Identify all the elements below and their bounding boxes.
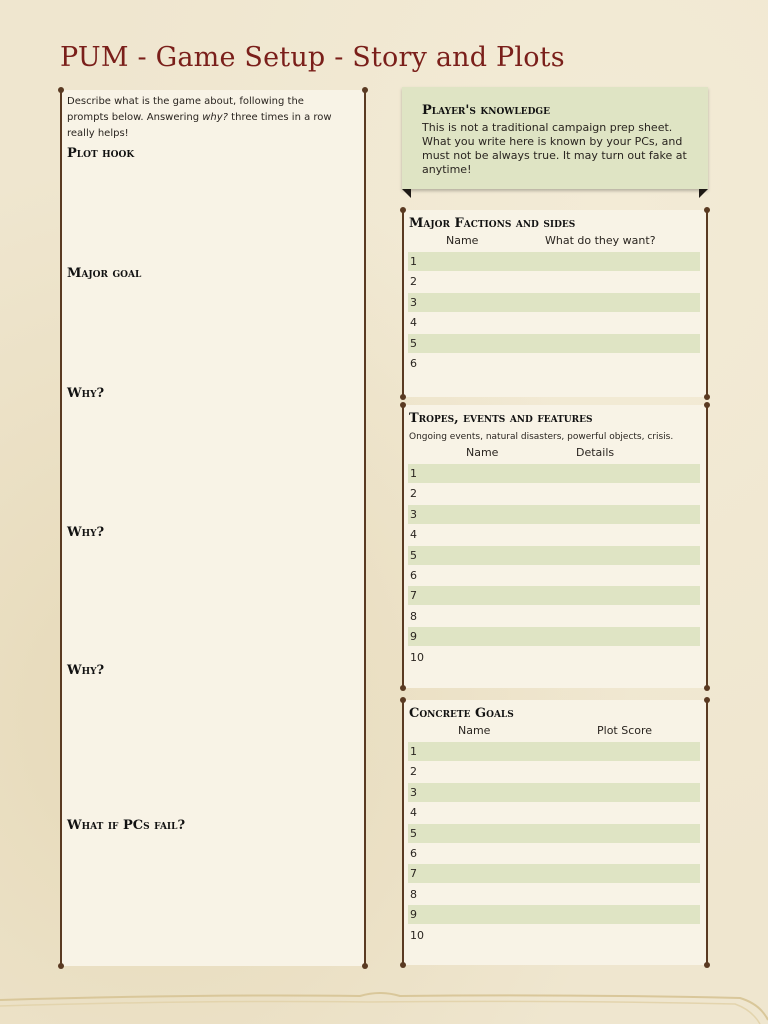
corner-ornament: [400, 402, 406, 408]
corner-ornament: [704, 402, 710, 408]
table-row[interactable]: [408, 252, 700, 271]
table-row[interactable]: [408, 783, 700, 802]
row-number: 1: [410, 467, 417, 480]
table-row[interactable]: [408, 803, 700, 822]
factions-panel: [402, 210, 708, 397]
story-prompts-panel: [60, 90, 366, 966]
table-row[interactable]: [408, 505, 700, 524]
prompt-why-3: Why?: [67, 663, 105, 678]
table-row[interactable]: [408, 885, 700, 904]
table-row[interactable]: [408, 648, 700, 667]
corner-ornament: [704, 962, 710, 968]
table-row[interactable]: [408, 824, 700, 843]
goals-col-name: Name: [458, 724, 491, 737]
row-number: 2: [410, 765, 417, 779]
corner-ornament: [400, 207, 406, 213]
prompt-why-2: Why?: [67, 525, 105, 540]
panel-border-left: [60, 90, 62, 966]
row-number: 9: [410, 630, 417, 644]
corner-ornament: [400, 394, 406, 400]
panel-border-left: [402, 210, 404, 397]
corner-ornament: [362, 87, 368, 93]
corner-ornament: [400, 697, 406, 703]
table-row[interactable]: [408, 313, 700, 332]
tropes-subtitle: Ongoing events, natural disasters, powerful objects, crisis.: [409, 432, 674, 442]
row-number: 4: [410, 806, 417, 820]
ribbon-fold: [699, 189, 708, 198]
table-row[interactable]: [408, 926, 700, 945]
intro-text-part: three times in a row really helps!: [67, 112, 332, 139]
table-row[interactable]: [408, 864, 700, 883]
table-row[interactable]: [408, 566, 700, 585]
row-number: 5: [410, 336, 417, 350]
row-number: 3: [410, 295, 417, 309]
table-row[interactable]: [408, 627, 700, 646]
table-row[interactable]: [408, 546, 700, 565]
row-number: 5: [410, 548, 417, 562]
row-number: 7: [410, 589, 417, 603]
row-number: 6: [410, 847, 417, 860]
panel-border-right: [706, 405, 708, 688]
table-row[interactable]: [408, 293, 700, 312]
prompt-what-if-fail: What if PCs fail?: [67, 818, 186, 833]
goals-title: Concrete Goals: [409, 706, 514, 721]
table-row[interactable]: [408, 742, 700, 761]
table-row[interactable]: [408, 334, 700, 353]
goals-col-plot-score: Plot Score: [597, 724, 653, 737]
corner-ornament: [400, 685, 406, 691]
table-row[interactable]: [408, 272, 700, 291]
panel-border-left: [402, 405, 404, 688]
row-number: 2: [410, 275, 417, 289]
panel-border-right: [706, 700, 708, 965]
table-row[interactable]: [408, 464, 700, 483]
corner-ornament: [704, 697, 710, 703]
row-number: 6: [410, 357, 417, 370]
page-title: PUM - Game Setup - Story and Plots: [60, 42, 565, 73]
row-number: 3: [410, 507, 417, 521]
corner-ornament: [704, 394, 710, 400]
panel-border-left: [402, 700, 404, 965]
corner-ornament: [400, 962, 406, 968]
row-number: 10: [410, 928, 424, 942]
prompt-plot-hook: Plot hook: [67, 146, 135, 161]
corner-ornament: [362, 963, 368, 969]
table-row[interactable]: [408, 354, 700, 373]
table-row[interactable]: [408, 844, 700, 863]
row-number: 7: [410, 867, 417, 881]
panel-border-right: [706, 210, 708, 397]
row-number: 3: [410, 785, 417, 799]
row-number: 4: [410, 528, 417, 542]
row-number: 4: [410, 316, 417, 330]
intro-text: [67, 94, 347, 142]
row-number: 9: [410, 908, 417, 922]
table-row[interactable]: [408, 586, 700, 605]
row-number: 1: [410, 745, 417, 758]
prompt-why-1: Why?: [67, 386, 105, 401]
row-number: 8: [410, 887, 417, 901]
table-row[interactable]: [408, 484, 700, 503]
table-row[interactable]: [408, 607, 700, 626]
corner-ornament: [704, 207, 710, 213]
row-number: 6: [410, 569, 417, 582]
corner-ornament: [58, 963, 64, 969]
tropes-panel: [402, 405, 708, 688]
row-number: 10: [410, 650, 424, 664]
table-row[interactable]: [408, 525, 700, 544]
players-knowledge-text: This is not a traditional campaign prep sheet. What you write here is known by your PCs, and must not be always true. It may turn out fake at anytime!: [422, 121, 687, 176]
intro-text-part: Describe what is the game about, following the prompts below. Answering: [67, 96, 304, 123]
tropes-title: Tropes, events and features: [409, 411, 593, 426]
table-row[interactable]: [408, 762, 700, 781]
goals-panel: [402, 700, 708, 965]
prompt-major-goal: Major goal: [67, 266, 142, 281]
tropes-col-name: Name: [466, 446, 499, 459]
corner-ornament: [58, 87, 64, 93]
corner-ornament: [704, 685, 710, 691]
panel-border-right: [364, 90, 366, 966]
table-row[interactable]: [408, 905, 700, 924]
factions-title: Major Factions and sides: [409, 216, 576, 231]
factions-col-name: Name: [446, 234, 479, 247]
decorative-border: [0, 990, 768, 1024]
tropes-col-details: Details: [576, 446, 615, 459]
row-number: 1: [410, 255, 417, 268]
players-knowledge-box: [402, 87, 708, 189]
intro-emphasis: why?: [202, 112, 228, 123]
row-number: 5: [410, 826, 417, 840]
factions-col-want: What do they want?: [545, 234, 656, 247]
ribbon-fold: [402, 189, 411, 198]
row-number: 8: [410, 609, 417, 623]
row-number: 2: [410, 487, 417, 501]
players-knowledge-title: Player's knowledge: [422, 103, 550, 118]
